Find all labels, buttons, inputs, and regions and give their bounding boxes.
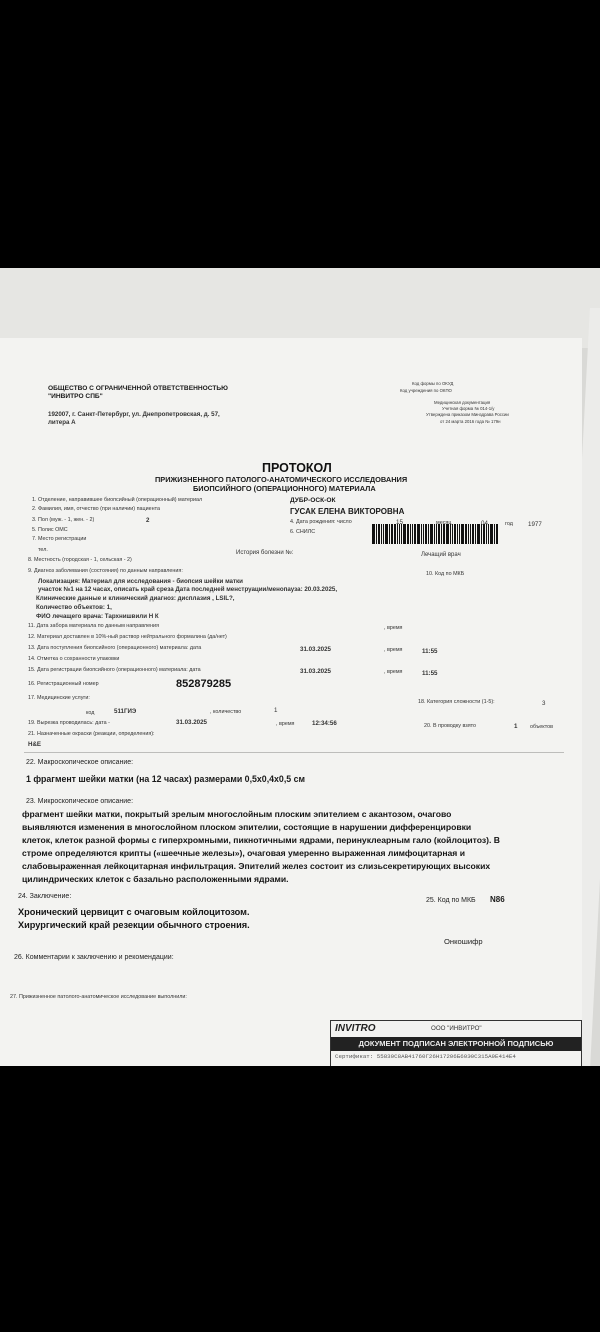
barcode-bar xyxy=(457,524,458,544)
micro-line-2: выявляются изменения в многослойном плоском эпителии, состоящие в нарушении дифференцировки xyxy=(22,822,472,832)
protocol-subtitle-2: БИОПСИЙНОГО (ОПЕРАЦИОННОГО) МАТЕРИАЛА xyxy=(193,484,376,493)
barcode-bar xyxy=(376,524,377,544)
barcode-bar xyxy=(441,524,442,544)
birth-year-label: год xyxy=(505,521,513,527)
field-23-label: 23. Микроскопическое описание: xyxy=(26,798,134,805)
diagnosis-line-3: Клинические данные и клинический диагноз: дисплазия , LSIL?, xyxy=(36,595,235,602)
field-19-label: 19. Вырезка проводилась: дата - xyxy=(28,720,110,726)
barcode-bar xyxy=(421,524,422,544)
field-15-date: 31.03.2025 xyxy=(300,668,331,675)
barcode-bar xyxy=(452,524,453,544)
field-20-label: 20. В проводку взято xyxy=(424,723,477,729)
barcode-bar xyxy=(391,524,393,544)
field-5-label: 5. Полис ОМС xyxy=(32,527,68,533)
barcode-bar xyxy=(397,524,398,544)
protocol-subtitle-1: ПРИЖИЗНЕННОГО ПАТОЛОГО-АНАТОМИЧЕСКОГО ИССЛЕДОВАНИЯ xyxy=(155,475,408,484)
diagnosis-line-4: Количество объектов: 1, xyxy=(36,604,112,611)
field-13-time-label: , время xyxy=(384,647,403,653)
protocol-sheet xyxy=(0,338,582,1066)
barcode-bar xyxy=(394,524,396,544)
barcode-bar xyxy=(378,524,380,544)
barcode-bar xyxy=(428,524,429,544)
barcode-bar xyxy=(389,524,390,544)
service-code-label: код xyxy=(86,710,95,716)
stain-value: H&E xyxy=(28,741,42,748)
tel-label: тел. xyxy=(38,547,48,553)
field-1-label: 1. Отделение, направившее биопсийный (операционный) материал xyxy=(32,497,203,503)
barcode-bar xyxy=(472,524,474,544)
barcode-bar xyxy=(423,524,424,544)
quantity-value: 1 xyxy=(274,707,278,714)
field-10-label: 10. Код по МКБ xyxy=(426,571,465,577)
grossing-time-label: , время xyxy=(276,721,295,727)
barcode-bar xyxy=(399,524,400,544)
birth-month-label: месяц xyxy=(436,520,452,526)
doc-label-1: Медицинская документация xyxy=(434,400,491,405)
field-1-value: ДУБР-ОСК-ОК xyxy=(290,497,336,504)
field-4-label: 4. Дата рождения: число xyxy=(290,519,352,525)
field-25-label: 25. Код по МКБ xyxy=(426,897,476,904)
barcode-bar xyxy=(446,524,449,544)
okud-label: Код формы по ОКУД xyxy=(412,381,454,386)
divider xyxy=(24,752,564,753)
grossing-time: 12:34:56 xyxy=(312,720,337,727)
conclusion-line-1: Хронический цервицит с очаговым койлоцитозом. xyxy=(18,907,250,917)
field-11-label: 11. Дата забора материала по данным направления xyxy=(28,623,159,629)
micro-line-5: слабовыраженная лейкоцитарная инфильтрация. Эпителий желез состоит из слизьсекретирующих высоких xyxy=(22,861,491,871)
invitro-logo: INVITRO xyxy=(335,1023,376,1034)
barcode-bar xyxy=(459,524,460,544)
barcode-bar xyxy=(430,524,433,544)
barcode-bar xyxy=(436,524,437,544)
field-14-label: 14. Отметка о сохранности упаковки xyxy=(28,656,120,662)
okpo-label: Код учреждения по ОКПО xyxy=(400,388,452,393)
diagnosis-line-1: Локализация: Материал для исследования - биопсия шейки матки xyxy=(38,578,243,585)
field-17-label: 17. Медицинские услуги: xyxy=(28,695,90,701)
barcode-bar xyxy=(496,524,498,544)
barcode-bar xyxy=(490,524,493,544)
barcode-bar xyxy=(425,524,427,544)
field-13-time: 11:55 xyxy=(422,648,438,655)
doc-label-4: от 24 марта 2016 года № 179н xyxy=(440,419,501,424)
field-12-label: 12. Материал доставлен в 10%-ный раствор нейтрального формалина (да/нет) xyxy=(28,634,227,640)
barcode-bar xyxy=(477,524,480,544)
history-label: История болезни №: xyxy=(236,550,294,556)
service-code: 511ГИЭ xyxy=(114,708,137,715)
field-15-time: 11:55 xyxy=(422,670,438,677)
field-6-label: 6. СНИЛС xyxy=(290,529,316,535)
objects-count: 1 xyxy=(514,723,518,730)
micro-line-1: фрагмент шейки матки, покрытый зрелым многослойным плоским эпителием с акантозом, очагово xyxy=(22,809,452,819)
macro-description: 1 фрагмент шейки матки (на 12 часах) размерами 0,5х0,4х0,5 см xyxy=(26,774,305,784)
barcode-bar xyxy=(410,524,411,544)
barcode-bar xyxy=(468,524,469,544)
field-15-label: 15. Дата регистрации биопсийного (операционного) материала: дата xyxy=(28,667,201,673)
diagnosis-line-2: участок №1 на 12 часах, описать край среза Дата последней менструации/менопауза: 20.03.2025, xyxy=(38,586,338,593)
barcode-bar xyxy=(412,524,413,544)
field-9-label: 9. Диагноз заболевания (состояния) по данным направления: xyxy=(28,568,183,574)
field-13-label: 13. Дата поступления биопсийного (операционного) материала: дата xyxy=(28,645,202,651)
field-2-label: 2. Фамилия, имя, отчество (при наличии) пациента xyxy=(32,506,161,512)
field-24-label: 24. Заключение: xyxy=(18,893,72,900)
barcode-bar xyxy=(383,524,384,544)
barcode-bar xyxy=(454,524,456,544)
protocol-title: ПРОТОКОЛ xyxy=(262,461,332,475)
field-22-label: 22. Макроскопическое описание: xyxy=(26,759,134,766)
field-16-label: 16. Регистрационный номер xyxy=(28,681,99,687)
barcode-bar xyxy=(403,524,406,544)
background-sheet xyxy=(0,268,600,348)
org-address-line1: 192007, г. Санкт-Петербург, ул. Днепропетровская, д. 57, xyxy=(48,411,220,418)
micro-line-3: клеток, клеток разной формы с гиперхромными, пикнотичными ядрами, перинуклеарным гало (койлоцитоз). В xyxy=(22,835,500,845)
objects-unit: объектов xyxy=(530,724,553,730)
sex-value: 2 xyxy=(146,517,150,524)
conclusion-line-2: Хирургический край резекции обычного строения. xyxy=(18,920,250,930)
barcode-bar xyxy=(470,524,471,544)
birth-year: 1977 xyxy=(528,521,542,528)
field-15-time-label: , время xyxy=(384,669,403,675)
field-26-label: 26. Комментарии к заключению и рекомендации: xyxy=(14,954,174,961)
barcode-bar xyxy=(465,524,467,544)
org-name-line1: ОБЩЕСТВО С ОГРАНИЧЕННОЙ ОТВЕТСТВЕННОСТЬЮ xyxy=(48,385,228,392)
barcode-bar xyxy=(461,524,464,544)
barcode-bar xyxy=(494,524,495,544)
field-18-label: 18. Категория сложности (1-5): xyxy=(418,699,495,705)
barcode-bar xyxy=(385,524,388,544)
barcode-bar xyxy=(438,524,440,544)
document-photo xyxy=(0,268,600,1066)
field-8-label: 8. Местность (городская - 1, сельская - 2) xyxy=(28,557,132,563)
field-13-date: 31.03.2025 xyxy=(300,646,331,653)
birth-day: 15 xyxy=(396,519,403,526)
org-name-line2: "ИНВИТРО СПБ" xyxy=(48,393,103,400)
field-27-label: 27. Прижизненное патолого-анатомическое исследование выполнили: xyxy=(10,994,187,1000)
doc-label-2: Учетная форма № 014-1/у xyxy=(442,406,495,411)
stamp-org: ООО "ИНВИТРО" xyxy=(431,1025,482,1032)
stamp-certificate: Сертификат: 55830С8АВ41760Г26Н17206Б60Э0С315А9Е414Е4 xyxy=(335,1053,516,1060)
onco-code-label: Онкошифр xyxy=(444,937,483,946)
field-3-label: 3. Пол (муж. - 1, жен. - 2) xyxy=(32,517,95,523)
barcode-bar xyxy=(488,524,489,544)
barcode-bar xyxy=(372,524,375,544)
field-21-label: 21. Назначенные окраски (реакции, определения): xyxy=(28,731,155,737)
birth-month: 04 xyxy=(481,520,488,527)
quantity-label: , количество xyxy=(210,709,242,715)
stamp-signed-banner: ДОКУМЕНТ ПОДПИСАН ЭЛЕКТРОННОЙ ПОДПИСЬЮ xyxy=(331,1037,581,1051)
complexity-value: 3 xyxy=(542,700,546,707)
barcode-bar xyxy=(414,524,416,544)
barcode-bar xyxy=(401,524,402,544)
doctor-label: Лечащий врач xyxy=(421,552,461,558)
org-address-line2: литера А xyxy=(48,419,76,426)
barcode-bar xyxy=(434,524,435,544)
barcode-bar xyxy=(407,524,409,544)
doc-label-3: Утверждена приказом Минздрава России xyxy=(426,412,509,417)
micro-line-6: цилиндрических клеток с базально расположенными ядрами. xyxy=(22,874,289,884)
barcode-bar xyxy=(475,524,476,544)
barcode-bar xyxy=(450,524,451,544)
registration-number: 852879285 xyxy=(176,678,232,690)
barcode-bar xyxy=(443,524,445,544)
barcode-bar xyxy=(417,524,420,544)
icd-code: N86 xyxy=(490,895,505,904)
diagnosis-line-5: ФИО лечащего врача: Тархнишвили Н К xyxy=(36,613,159,620)
micro-line-4: строме определяются крипты («шеечные железы»), очаговая умеренно выраженная лимфоцитарная и xyxy=(22,848,465,858)
field-7-label: 7. Место регистрации xyxy=(32,536,87,542)
barcode-bar xyxy=(381,524,382,544)
e-signature-stamp xyxy=(330,1020,582,1066)
grossing-date: 31.03.2025 xyxy=(176,719,207,726)
field-11-time: , время xyxy=(384,625,403,631)
patient-name: ГУСАК ЕЛЕНА ВИКТОРОВНА xyxy=(290,507,405,516)
